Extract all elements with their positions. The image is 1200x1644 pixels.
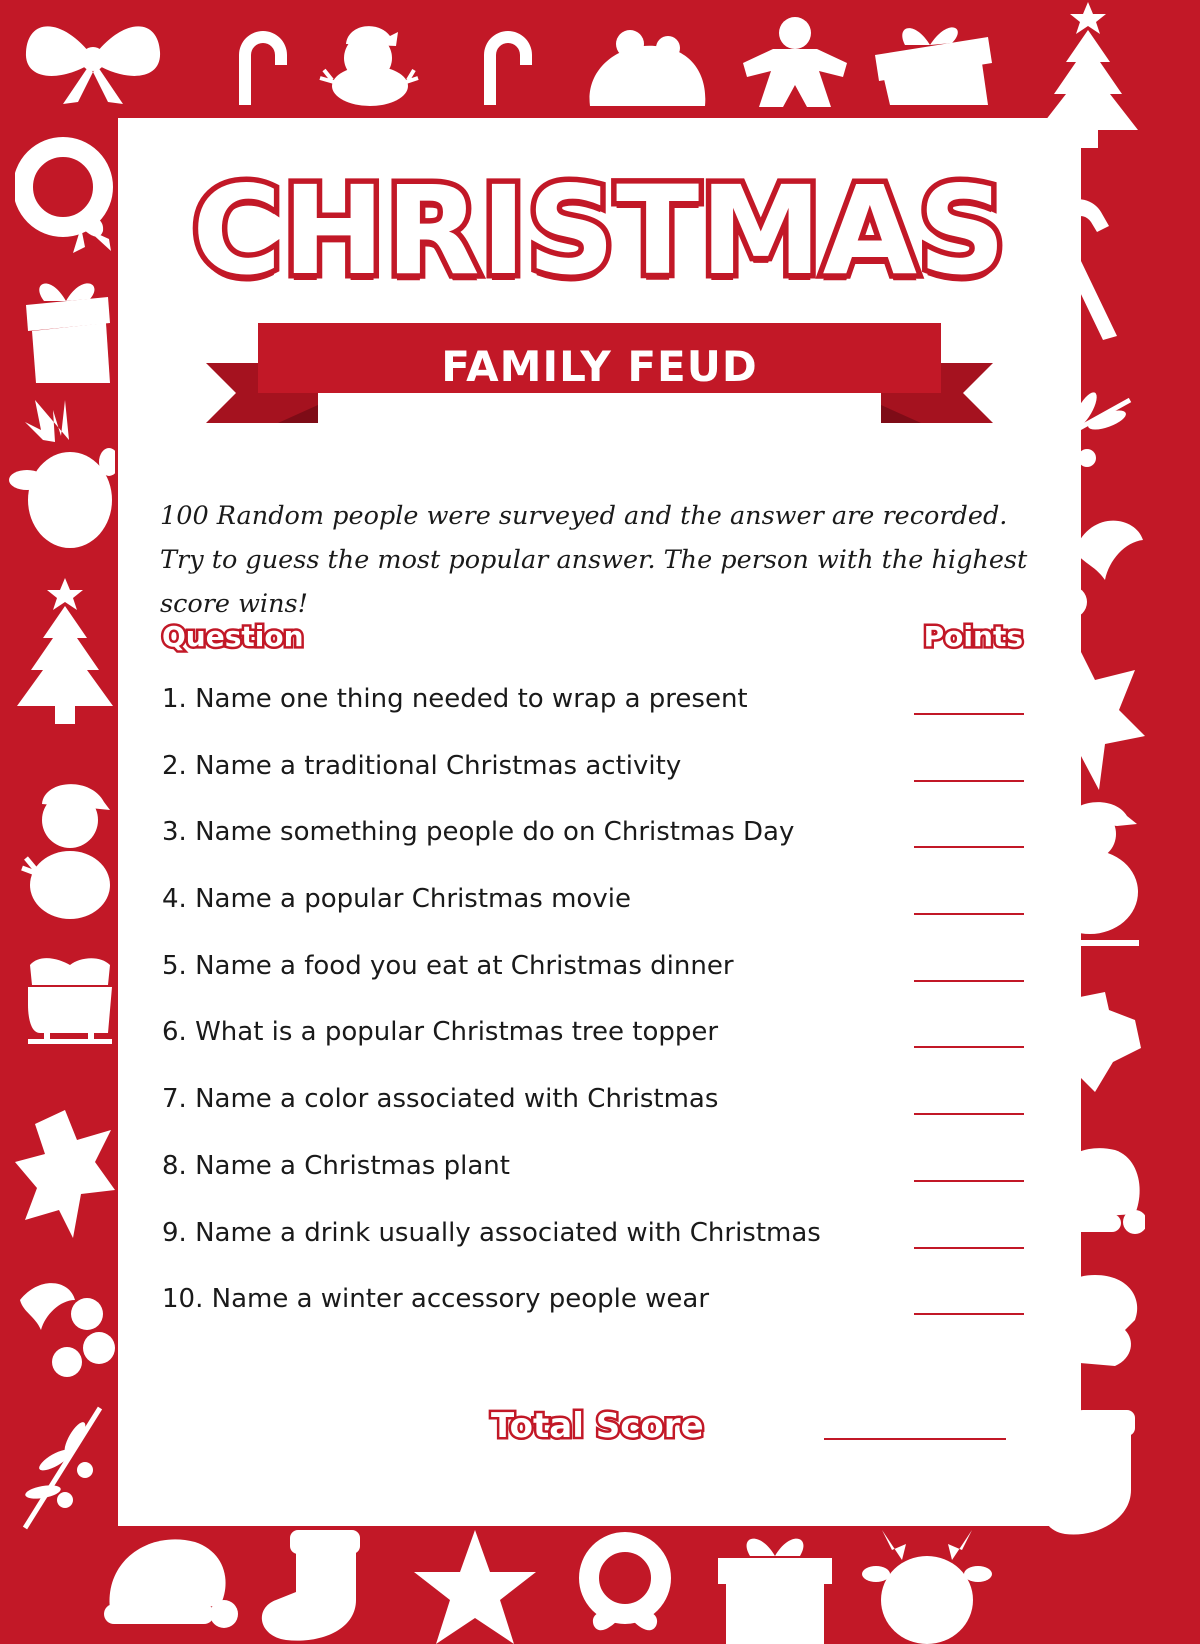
poinsettia-icon — [15, 1110, 115, 1240]
page-title: CHRISTMAS — [192, 160, 1007, 302]
reindeer-icon — [5, 400, 115, 550]
question-row — [162, 943, 1024, 1010]
gift-icon — [710, 1530, 840, 1644]
question-text: 6. What is a popular Christmas tree topper — [162, 1017, 719, 1048]
page-subtitle: FAMILY FEUD — [441, 342, 758, 391]
total-score-line[interactable] — [824, 1438, 1006, 1440]
mistletoe-icon — [15, 1400, 110, 1530]
gift-icon — [20, 275, 115, 385]
question-row — [162, 1076, 1024, 1143]
total-score-label: Total Score — [491, 1406, 704, 1446]
question-row — [162, 1009, 1024, 1076]
candy-cane-icon — [470, 25, 545, 110]
question-list — [162, 676, 1024, 1343]
points-answer-line[interactable] — [914, 913, 1024, 915]
question-text: 7. Name a color associated with Christmas — [162, 1084, 719, 1115]
stocking-icon — [250, 1530, 370, 1644]
question-text: 4. Name a popular Christmas movie — [162, 884, 631, 915]
question-row — [162, 1210, 1024, 1277]
holly-icon — [15, 1270, 115, 1380]
wreath-icon — [15, 135, 115, 255]
points-answer-line[interactable] — [914, 1046, 1024, 1048]
star-icon — [410, 1530, 540, 1644]
gift-icon — [870, 15, 995, 107]
sleigh-icon — [20, 955, 115, 1055]
wreath-icon — [560, 1530, 690, 1644]
question-row — [162, 1143, 1024, 1210]
question-row — [162, 676, 1024, 743]
points-answer-line[interactable] — [914, 1180, 1024, 1182]
points-answer-line[interactable] — [914, 1313, 1024, 1315]
question-row — [162, 876, 1024, 943]
points-answer-line[interactable] — [914, 1113, 1024, 1115]
points-answer-line[interactable] — [914, 780, 1024, 782]
points-answer-line[interactable] — [914, 1247, 1024, 1249]
question-text: 3. Name something people do on Christmas Day — [162, 817, 795, 848]
question-text: 1. Name one thing needed to wrap a present — [162, 684, 748, 714]
christmas-tree-icon — [15, 578, 115, 728]
question-row — [162, 743, 1024, 810]
reindeer-icon — [862, 1530, 992, 1644]
points-answer-line[interactable] — [914, 846, 1024, 848]
snowman-icon — [20, 780, 115, 920]
points-column-header: Points — [923, 620, 1023, 653]
snowman-icon — [318, 18, 423, 106]
worksheet-card — [118, 118, 1081, 1526]
question-text: 10. Name a winter accessory people wear — [162, 1284, 710, 1315]
question-text: 2. Name a traditional Christmas activity — [162, 750, 682, 781]
gingerbread-man-icon — [735, 15, 855, 107]
question-text: 5. Name a food you eat at Christmas dinner — [162, 950, 734, 981]
question-column-header: Question — [162, 620, 304, 653]
instructions-text: 100 Random people were surveyed and the answer are recorded. Try to guess the most popular answer. The person with the highest score wins! — [160, 500, 1028, 619]
points-answer-line[interactable] — [914, 713, 1024, 715]
question-text: 9. Name a drink usually associated with Christmas — [162, 1217, 821, 1248]
question-row — [162, 809, 1024, 876]
question-text: 8. Name a Christmas plant — [162, 1150, 510, 1181]
candy-cane-icon — [225, 25, 300, 110]
bow-icon — [18, 12, 168, 107]
points-answer-line[interactable] — [914, 980, 1024, 982]
question-row — [162, 1276, 1024, 1343]
mouse-icon — [580, 28, 710, 108]
santa-hat-icon — [100, 1530, 240, 1630]
